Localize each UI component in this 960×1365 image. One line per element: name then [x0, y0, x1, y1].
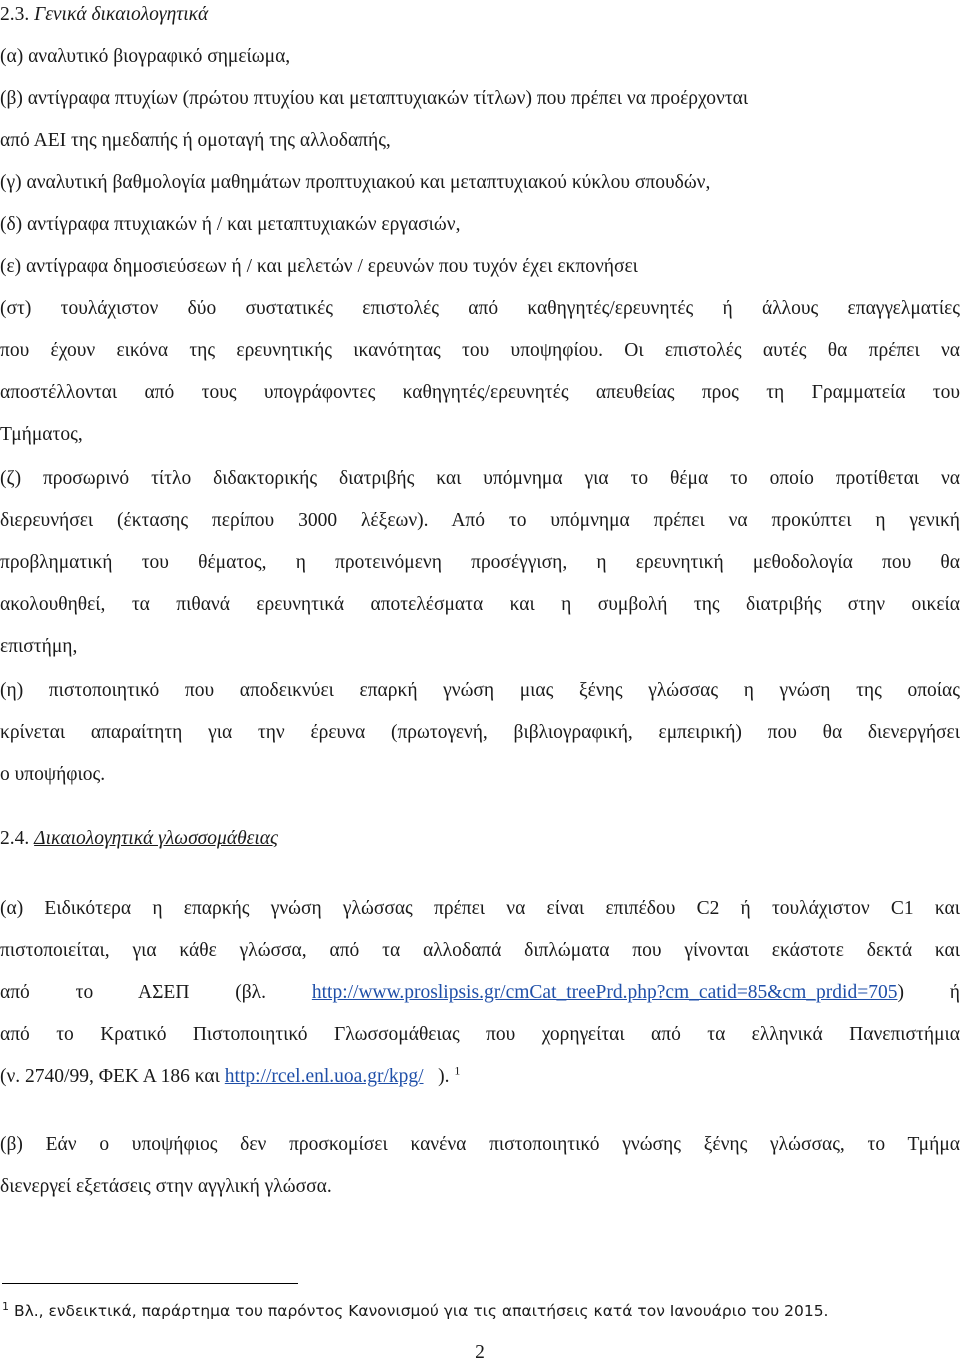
- section-2-4-heading: [0, 827, 278, 851]
- body-line: αποστέλλονται από τους υπογράφοντες καθηγητές/ερευνητές απευθείας προς τη Γραμματεία του: [0, 382, 960, 403]
- asep-link[interactable]: http://www.proslipsis.gr/cmCat_treePrd.php?cm_catid=85&cm_prdid=705: [311, 982, 898, 1003]
- section-title: Γενικά δικαιολογητικά: [34, 4, 209, 25]
- body-line: προβληματική του θέματος, η προτεινόμενη προσέγγιση, η ερευνητική μεθοδολογία που θα: [0, 552, 960, 573]
- body-line: (στ) τουλάχιστον δύο συστατικές επιστολές από καθηγητές/ερευνητές ή άλλους επαγγελματίες: [0, 298, 960, 319]
- kpg-link[interactable]: http://rcel.enl.uoa.gr/kpg/: [224, 1066, 424, 1087]
- body-line-with-link: [0, 981, 960, 1005]
- body-line: ο υποψήφιος.: [0, 764, 106, 785]
- section-number: 2.3.: [0, 4, 30, 25]
- footnote-separator: [2, 1283, 298, 1284]
- body-line: που έχουν εικόνα της ερευνητικής ικανότητας του υποψηφίου. Οι επιστολές αυτές θα πρέπει να: [0, 340, 960, 361]
- body-line: από ΑΕΙ της ημεδαπής ή ομοταγή της αλλοδαπής,: [0, 130, 391, 151]
- body-line: διενεργεί εξετάσεις στην αγγλική γλώσσα.: [0, 1176, 332, 1197]
- section-2-3-heading: [0, 3, 208, 27]
- footnote-marker: 1: [2, 1299, 9, 1313]
- body-line: διερευνήσει (έκτασης περίπου 3000 λέξεων). Από το υπόμνημα πρέπει να προκύπτει η γενική: [0, 510, 960, 531]
- body-line: επιστήμη,: [0, 636, 78, 657]
- body-line: (ζ) προσωρινό τίτλο διδακτορικής διατριβής και υπόμνημα για το θέμα το οποίο προτίθεται να: [0, 468, 960, 489]
- body-line: (δ) αντίγραφα πτυχιακών ή / και μεταπτυχιακών εργασιών,: [0, 214, 461, 235]
- text-segment: (ν. 2740/99, ΦΕΚ Α 186 και: [0, 1066, 220, 1087]
- body-line: πιστοποιείται, για κάθε γλώσσα, από τα αλλοδαπά διπλώματα που γίνονται εκάστοτε δεκτά και: [0, 940, 960, 961]
- body-line: ακολουθηθεί, τα πιθανά ερευνητικά αποτελέσματα και η συμβολή της διατριβής στην οικεία: [0, 594, 960, 615]
- body-line: (β) Εάν ο υποψήφιος δεν προσκομίσει κανένα πιστοποιητικό γνώσης ξένης γλώσσας, το Τμήμα: [0, 1134, 960, 1155]
- footnote-text: Βλ., ενδεικτικά, παράρτημα του παρόντος Κανονισμού για τις απαιτήσεις κατά τον Ιανουάριο του 2015.: [13, 1302, 829, 1320]
- body-line: κρίνεται απαραίτητη για την έρευνα (πρωτογενή, βιβλιογραφική, εμπειρική) που θα διενεργήσει: [0, 722, 960, 743]
- text-segment: ).: [438, 1066, 450, 1087]
- body-line: από το Κρατικό Πιστοποιητικό Γλωσσομάθειας που χορηγείται από τα ελληνικά Πανεπιστήμια: [0, 1024, 960, 1045]
- footnote: [2, 1300, 828, 1322]
- text-segment: ) ή: [897, 982, 960, 1003]
- section-number: 2.4.: [0, 828, 30, 849]
- footnote-ref[interactable]: 1: [454, 1063, 461, 1078]
- body-line-with-link: [0, 1065, 460, 1089]
- text-segment: από το ΑΣΕΠ (βλ.: [0, 982, 267, 1003]
- page-number: 2: [475, 1342, 485, 1363]
- body-line: (γ) αναλυτική βαθμολογία μαθημάτων προπτυχιακού και μεταπτυχιακού κύκλου σπουδών,: [0, 172, 711, 193]
- body-line: (ε) αντίγραφα δημοσιεύσεων ή / και μελετών / ερευνών που τυχόν έχει εκπονήσει: [0, 256, 638, 277]
- body-line: (α) Ειδικότερα η επαρκής γνώση γλώσσας πρέπει να είναι επιπέδου C2 ή τουλάχιστον C1 και: [0, 898, 960, 919]
- section-title: Δικαιολογητικά γλωσσομάθειας: [34, 828, 278, 849]
- body-line: (η) πιστοποιητικό που αποδεικνύει επαρκή γνώση μιας ξένης γλώσσας η γνώση της οποίας: [0, 680, 960, 701]
- body-line: (α) αναλυτικό βιογραφικό σημείωμα,: [0, 46, 291, 67]
- body-line: Τμήματος,: [0, 424, 83, 445]
- body-line: (β) αντίγραφα πτυχίων (πρώτου πτυχίου και μεταπτυχιακών τίτλων) που πρέπει να προέρχονται: [0, 88, 749, 109]
